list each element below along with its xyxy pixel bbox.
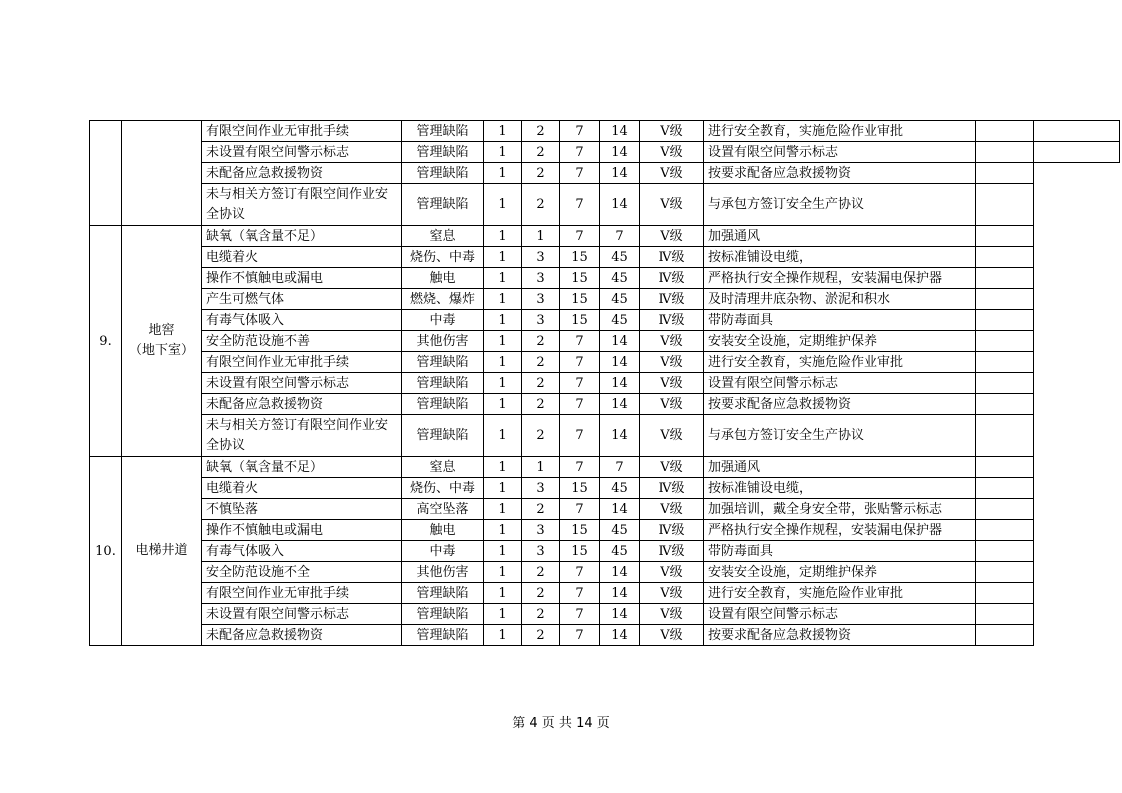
exposure-cell: 3 xyxy=(522,310,560,331)
likelihood-cell: 1 xyxy=(484,415,522,457)
accident-type-cell: 管理缺陷 xyxy=(402,121,484,142)
overflow-cell xyxy=(1034,541,1120,562)
risk-score-cell: 7 xyxy=(600,457,640,478)
control-measure-cell: 带防毒面具 xyxy=(704,310,976,331)
exposure-cell: 3 xyxy=(522,247,560,268)
risk-score-cell: 14 xyxy=(600,604,640,625)
table-row xyxy=(90,184,1120,226)
control-measure-cell: 按标准铺设电缆， xyxy=(704,247,976,268)
consequence-cell: 15 xyxy=(560,247,600,268)
table-row xyxy=(90,520,1120,541)
hazard-cell: 操作不慎触电或漏电 xyxy=(202,268,402,289)
risk-score-cell: 14 xyxy=(600,352,640,373)
accident-type-cell: 其他伤害 xyxy=(402,331,484,352)
overflow-cell xyxy=(1034,331,1120,352)
exposure-cell: 1 xyxy=(522,457,560,478)
hazard-cell: 电缆着火 xyxy=(202,478,402,499)
consequence-cell: 7 xyxy=(560,583,600,604)
overflow-cell xyxy=(1034,121,1120,142)
control-measure-cell: 及时清理井底杂物、淤泥和积水 xyxy=(704,289,976,310)
remarks-cell xyxy=(976,310,1034,331)
exposure-cell: 2 xyxy=(522,625,560,646)
overflow-cell xyxy=(1034,289,1120,310)
risk-level-cell: Ⅳ级 xyxy=(640,541,704,562)
control-measure-cell: 加强通风 xyxy=(704,457,976,478)
exposure-cell: 2 xyxy=(522,373,560,394)
consequence-cell: 7 xyxy=(560,499,600,520)
table-row xyxy=(90,562,1120,583)
consequence-cell: 7 xyxy=(560,142,600,163)
risk-level-cell: Ⅴ级 xyxy=(640,583,704,604)
exposure-cell: 2 xyxy=(522,331,560,352)
control-measure-cell: 按标准铺设电缆， xyxy=(704,478,976,499)
overflow-cell xyxy=(1034,394,1120,415)
risk-score-cell: 14 xyxy=(600,184,640,226)
likelihood-cell: 1 xyxy=(484,310,522,331)
consequence-cell: 15 xyxy=(560,310,600,331)
table-row xyxy=(90,373,1120,394)
likelihood-cell: 1 xyxy=(484,247,522,268)
likelihood-cell: 1 xyxy=(484,142,522,163)
control-measure-cell: 按要求配备应急救援物资 xyxy=(704,625,976,646)
remarks-cell xyxy=(976,331,1034,352)
likelihood-cell: 1 xyxy=(484,604,522,625)
place-subname: （地下室） xyxy=(128,343,194,358)
exposure-cell: 3 xyxy=(522,268,560,289)
risk-level-cell: Ⅴ级 xyxy=(640,331,704,352)
overflow-cell xyxy=(1034,562,1120,583)
likelihood-cell: 1 xyxy=(484,352,522,373)
hazard-cell: 有限空间作业无审批手续 xyxy=(202,121,402,142)
table-row xyxy=(90,499,1120,520)
consequence-cell: 7 xyxy=(560,184,600,226)
control-measure-cell: 进行安全教育，实施危险作业审批 xyxy=(704,121,976,142)
consequence-cell: 7 xyxy=(560,604,600,625)
remarks-cell xyxy=(976,184,1034,226)
exposure-cell: 2 xyxy=(522,394,560,415)
risk-score-cell: 14 xyxy=(600,394,640,415)
control-measure-cell: 设置有限空间警示标志 xyxy=(704,604,976,625)
exposure-cell: 2 xyxy=(522,583,560,604)
overflow-cell xyxy=(1034,499,1120,520)
risk-score-cell: 14 xyxy=(600,583,640,604)
risk-score-cell: 14 xyxy=(600,415,640,457)
control-measure-cell: 进行安全教育，实施危险作业审批 xyxy=(704,352,976,373)
overflow-cell xyxy=(1034,142,1120,163)
accident-type-cell: 中毒 xyxy=(402,310,484,331)
control-measure-cell: 带防毒面具 xyxy=(704,541,976,562)
accident-type-cell: 管理缺陷 xyxy=(402,163,484,184)
accident-type-cell: 其他伤害 xyxy=(402,562,484,583)
table-row xyxy=(90,310,1120,331)
exposure-cell: 2 xyxy=(522,121,560,142)
consequence-cell: 15 xyxy=(560,289,600,310)
accident-type-cell: 管理缺陷 xyxy=(402,415,484,457)
control-measure-cell: 加强培训，戴全身安全带，张贴警示标志 xyxy=(704,499,976,520)
remarks-cell xyxy=(976,247,1034,268)
accident-type-cell: 窒息 xyxy=(402,226,484,247)
accident-type-cell: 管理缺陷 xyxy=(402,604,484,625)
place-name: 地窖 xyxy=(148,323,175,338)
overflow-cell xyxy=(1034,520,1120,541)
hazard-cell: 有毒气体吸入 xyxy=(202,310,402,331)
exposure-cell: 1 xyxy=(522,226,560,247)
exposure-cell: 3 xyxy=(522,289,560,310)
overflow-cell xyxy=(1034,226,1120,247)
exposure-cell: 2 xyxy=(522,163,560,184)
remarks-cell xyxy=(976,478,1034,499)
overflow-cell xyxy=(1034,373,1120,394)
overflow-cell xyxy=(1034,604,1120,625)
remarks-cell xyxy=(976,625,1034,646)
risk-level-cell: Ⅳ级 xyxy=(640,289,704,310)
consequence-cell: 7 xyxy=(560,352,600,373)
hazard-cell: 电缆着火 xyxy=(202,247,402,268)
control-measure-cell: 设置有限空间警示标志 xyxy=(704,142,976,163)
risk-level-cell: Ⅴ级 xyxy=(640,121,704,142)
risk-score-cell: 45 xyxy=(600,268,640,289)
consequence-cell: 15 xyxy=(560,268,600,289)
control-measure-cell: 严格执行安全操作规程，安装漏电保护器 xyxy=(704,520,976,541)
risk-level-cell: Ⅴ级 xyxy=(640,415,704,457)
accident-type-cell: 触电 xyxy=(402,520,484,541)
risk-level-cell: Ⅴ级 xyxy=(640,604,704,625)
footer-total-pages: 14 xyxy=(576,716,593,731)
risk-level-cell: Ⅳ级 xyxy=(640,310,704,331)
hazard-cell: 产生可燃气体 xyxy=(202,289,402,310)
remarks-cell xyxy=(976,289,1034,310)
table-row xyxy=(90,289,1120,310)
risk-level-cell: Ⅳ级 xyxy=(640,268,704,289)
remarks-cell xyxy=(976,268,1034,289)
consequence-cell: 15 xyxy=(560,541,600,562)
likelihood-cell: 1 xyxy=(484,583,522,604)
hazard-cell: 未设置有限空间警示标志 xyxy=(202,604,402,625)
hazard-cell: 缺氧（氧含量不足） xyxy=(202,457,402,478)
consequence-cell: 7 xyxy=(560,457,600,478)
control-measure-cell: 加强通风 xyxy=(704,226,976,247)
risk-level-cell: Ⅴ级 xyxy=(640,226,704,247)
table-row xyxy=(90,163,1120,184)
likelihood-cell: 1 xyxy=(484,541,522,562)
remarks-cell xyxy=(976,604,1034,625)
consequence-cell: 7 xyxy=(560,226,600,247)
exposure-cell: 2 xyxy=(522,604,560,625)
remarks-cell xyxy=(976,373,1034,394)
remarks-cell xyxy=(976,415,1034,457)
overflow-cell xyxy=(1034,415,1120,457)
exposure-cell: 3 xyxy=(522,541,560,562)
table-row xyxy=(90,583,1120,604)
hazard-cell: 未设置有限空间警示标志 xyxy=(202,142,402,163)
risk-level-cell: Ⅴ级 xyxy=(640,142,704,163)
likelihood-cell: 1 xyxy=(484,394,522,415)
hazard-cell: 未配备应急救援物资 xyxy=(202,625,402,646)
likelihood-cell: 1 xyxy=(484,520,522,541)
overflow-cell xyxy=(1034,163,1120,184)
risk-level-cell: Ⅳ级 xyxy=(640,247,704,268)
table-row xyxy=(90,415,1120,457)
remarks-cell xyxy=(976,457,1034,478)
section-number-cell xyxy=(90,121,122,226)
risk-score-cell: 14 xyxy=(600,562,640,583)
risk-score-cell: 14 xyxy=(600,121,640,142)
accident-type-cell: 管理缺陷 xyxy=(402,352,484,373)
footer-mid: 页 共 xyxy=(541,716,572,731)
remarks-cell xyxy=(976,163,1034,184)
hazard-cell: 不慎坠落 xyxy=(202,499,402,520)
table-row xyxy=(90,268,1120,289)
hazard-cell: 有限空间作业无审批手续 xyxy=(202,583,402,604)
consequence-cell: 7 xyxy=(560,415,600,457)
table-row xyxy=(90,142,1120,163)
likelihood-cell: 1 xyxy=(484,184,522,226)
control-measure-cell: 按要求配备应急救援物资 xyxy=(704,163,976,184)
overflow-cell xyxy=(1034,457,1120,478)
risk-level-cell: Ⅳ级 xyxy=(640,520,704,541)
table-row xyxy=(90,247,1120,268)
likelihood-cell: 1 xyxy=(484,226,522,247)
exposure-cell: 2 xyxy=(522,415,560,457)
hazard-cell: 安全防范设施不善 xyxy=(202,331,402,352)
table-row xyxy=(90,478,1120,499)
hazard-cell: 有毒气体吸入 xyxy=(202,541,402,562)
risk-score-cell: 14 xyxy=(600,142,640,163)
accident-type-cell: 烧伤、中毒 xyxy=(402,247,484,268)
risk-assessment-table xyxy=(89,120,1120,646)
risk-score-cell: 14 xyxy=(600,625,640,646)
likelihood-cell: 1 xyxy=(484,373,522,394)
footer-page-number: 4 xyxy=(529,716,538,731)
table-row xyxy=(90,625,1120,646)
consequence-cell: 15 xyxy=(560,478,600,499)
exposure-cell: 2 xyxy=(522,142,560,163)
exposure-cell: 3 xyxy=(522,520,560,541)
consequence-cell: 7 xyxy=(560,121,600,142)
risk-level-cell: Ⅴ级 xyxy=(640,394,704,415)
exposure-cell: 3 xyxy=(522,478,560,499)
table-row xyxy=(90,394,1120,415)
risk-level-cell: Ⅴ级 xyxy=(640,499,704,520)
section-number-cell: 9. xyxy=(90,226,122,457)
control-measure-cell: 安装安全设施，定期维护保养 xyxy=(704,562,976,583)
page-footer xyxy=(0,712,1122,731)
table-row xyxy=(90,331,1120,352)
overflow-cell xyxy=(1034,583,1120,604)
likelihood-cell: 1 xyxy=(484,625,522,646)
place-cell xyxy=(122,121,202,226)
risk-score-cell: 45 xyxy=(600,289,640,310)
hazard-cell: 未配备应急救援物资 xyxy=(202,163,402,184)
hazard-cell: 未配备应急救援物资 xyxy=(202,394,402,415)
table-body xyxy=(90,121,1120,646)
place-cell xyxy=(122,457,202,646)
remarks-cell xyxy=(976,541,1034,562)
overflow-cell xyxy=(1034,184,1120,226)
risk-score-cell: 14 xyxy=(600,373,640,394)
hazard-cell: 未设置有限空间警示标志 xyxy=(202,373,402,394)
consequence-cell: 7 xyxy=(560,394,600,415)
consequence-cell: 15 xyxy=(560,520,600,541)
hazard-cell: 缺氧（氧含量不足） xyxy=(202,226,402,247)
overflow-cell xyxy=(1034,625,1120,646)
section-number-cell: 10. xyxy=(90,457,122,646)
remarks-cell xyxy=(976,499,1034,520)
table-row xyxy=(90,121,1120,142)
risk-level-cell: Ⅳ级 xyxy=(640,478,704,499)
footer-prefix: 第 xyxy=(512,716,526,731)
control-measure-cell: 安装安全设施，定期维护保养 xyxy=(704,331,976,352)
risk-level-cell: Ⅴ级 xyxy=(640,562,704,583)
overflow-cell xyxy=(1034,478,1120,499)
hazard-cell: 安全防范设施不全 xyxy=(202,562,402,583)
likelihood-cell: 1 xyxy=(484,268,522,289)
remarks-cell xyxy=(976,394,1034,415)
likelihood-cell: 1 xyxy=(484,562,522,583)
table-row xyxy=(90,604,1120,625)
hazard-cell: 未与相关方签订有限空间作业安全协议 xyxy=(202,415,402,457)
table-row xyxy=(90,457,1120,478)
remarks-cell xyxy=(976,520,1034,541)
remarks-cell xyxy=(976,352,1034,373)
likelihood-cell: 1 xyxy=(484,331,522,352)
risk-score-cell: 7 xyxy=(600,226,640,247)
likelihood-cell: 1 xyxy=(484,121,522,142)
hazard-cell: 未与相关方签订有限空间作业安全协议 xyxy=(202,184,402,226)
control-measure-cell: 按要求配备应急救援物资 xyxy=(704,394,976,415)
consequence-cell: 7 xyxy=(560,562,600,583)
risk-level-cell: Ⅴ级 xyxy=(640,163,704,184)
likelihood-cell: 1 xyxy=(484,478,522,499)
risk-level-cell: Ⅴ级 xyxy=(640,457,704,478)
exposure-cell: 2 xyxy=(522,184,560,226)
control-measure-cell: 进行安全教育，实施危险作业审批 xyxy=(704,583,976,604)
remarks-cell xyxy=(976,583,1034,604)
exposure-cell: 2 xyxy=(522,499,560,520)
accident-type-cell: 高空坠落 xyxy=(402,499,484,520)
risk-score-cell: 45 xyxy=(600,520,640,541)
consequence-cell: 7 xyxy=(560,373,600,394)
consequence-cell: 7 xyxy=(560,625,600,646)
control-measure-cell: 设置有限空间警示标志 xyxy=(704,373,976,394)
place-name: 电梯井道 xyxy=(135,543,188,558)
hazard-cell: 操作不慎触电或漏电 xyxy=(202,520,402,541)
accident-type-cell: 燃烧、爆炸 xyxy=(402,289,484,310)
overflow-cell xyxy=(1034,310,1120,331)
place-cell xyxy=(122,226,202,457)
risk-level-cell: Ⅴ级 xyxy=(640,352,704,373)
footer-suffix: 页 xyxy=(596,716,610,731)
exposure-cell: 2 xyxy=(522,562,560,583)
overflow-cell xyxy=(1034,268,1120,289)
risk-score-cell: 14 xyxy=(600,499,640,520)
overflow-cell xyxy=(1034,247,1120,268)
accident-type-cell: 管理缺陷 xyxy=(402,184,484,226)
risk-score-cell: 45 xyxy=(600,541,640,562)
exposure-cell: 2 xyxy=(522,352,560,373)
control-measure-cell: 与承包方签订安全生产协议 xyxy=(704,415,976,457)
remarks-cell xyxy=(976,121,1034,142)
accident-type-cell: 烧伤、中毒 xyxy=(402,478,484,499)
accident-type-cell: 管理缺陷 xyxy=(402,583,484,604)
control-measure-cell: 严格执行安全操作规程，安装漏电保护器 xyxy=(704,268,976,289)
remarks-cell xyxy=(976,226,1034,247)
table-row xyxy=(90,226,1120,247)
risk-score-cell: 45 xyxy=(600,310,640,331)
accident-type-cell: 管理缺陷 xyxy=(402,142,484,163)
remarks-cell xyxy=(976,562,1034,583)
overflow-cell xyxy=(1034,352,1120,373)
accident-type-cell: 触电 xyxy=(402,268,484,289)
consequence-cell: 7 xyxy=(560,163,600,184)
accident-type-cell: 管理缺陷 xyxy=(402,625,484,646)
remarks-cell xyxy=(976,142,1034,163)
accident-type-cell: 窒息 xyxy=(402,457,484,478)
risk-score-cell: 14 xyxy=(600,331,640,352)
risk-level-cell: Ⅴ级 xyxy=(640,625,704,646)
likelihood-cell: 1 xyxy=(484,289,522,310)
table-row xyxy=(90,541,1120,562)
accident-type-cell: 中毒 xyxy=(402,541,484,562)
likelihood-cell: 1 xyxy=(484,163,522,184)
likelihood-cell: 1 xyxy=(484,457,522,478)
accident-type-cell: 管理缺陷 xyxy=(402,394,484,415)
control-measure-cell: 与承包方签订安全生产协议 xyxy=(704,184,976,226)
likelihood-cell: 1 xyxy=(484,499,522,520)
risk-level-cell: Ⅴ级 xyxy=(640,184,704,226)
risk-score-cell: 14 xyxy=(600,163,640,184)
table-row xyxy=(90,352,1120,373)
risk-score-cell: 45 xyxy=(600,247,640,268)
risk-score-cell: 45 xyxy=(600,478,640,499)
consequence-cell: 7 xyxy=(560,331,600,352)
accident-type-cell: 管理缺陷 xyxy=(402,373,484,394)
risk-level-cell: Ⅴ级 xyxy=(640,373,704,394)
hazard-cell: 有限空间作业无审批手续 xyxy=(202,352,402,373)
